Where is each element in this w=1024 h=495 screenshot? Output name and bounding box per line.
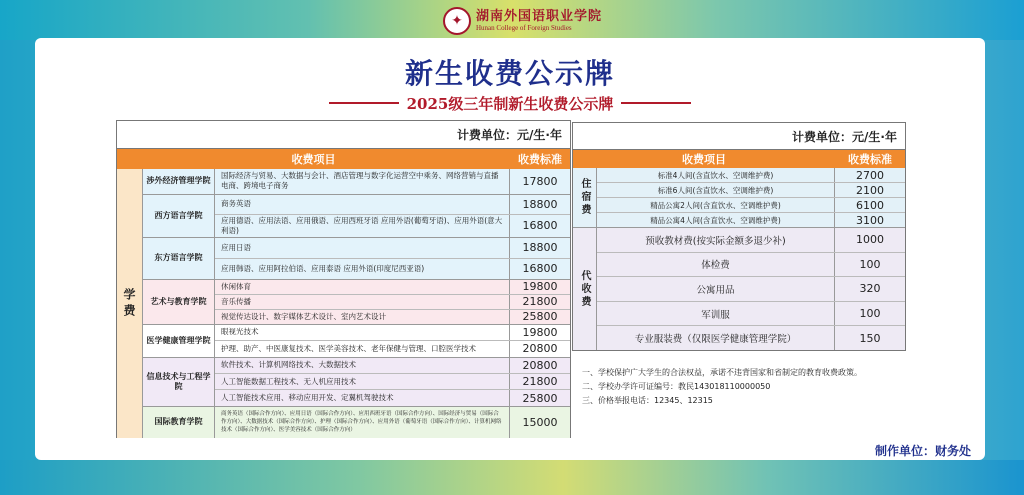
- program-name: 视觉传达设计、数字媒体艺术设计、室内艺术设计: [215, 310, 510, 324]
- table-row: [215, 341, 570, 356]
- other-fees-header: [573, 150, 905, 168]
- header-item: 收费项目: [291, 153, 336, 166]
- fee-value: 16800: [510, 259, 570, 279]
- table-row: [597, 228, 905, 253]
- fee-value: 1000: [856, 233, 884, 247]
- note-3: 三、价格举报电话：12345、12315: [582, 396, 713, 405]
- notice-panel: [35, 38, 985, 460]
- school-logo: [443, 6, 602, 36]
- fee-value: 16800: [510, 215, 570, 237]
- fee-group: [573, 228, 905, 350]
- program-name: 护理、助产、中医康复技术、医学美容技术、老年保健与管理、口腔医学技术: [215, 341, 510, 356]
- program-name: 商务英语: [215, 195, 510, 214]
- table-row: [597, 277, 905, 302]
- fee-item-name: 军训服: [597, 302, 835, 326]
- divider-left: [329, 102, 399, 104]
- program-name: 应用韩语、应用阿拉伯语、应用泰语 应用外语(印度尼西亚语): [215, 259, 510, 279]
- school-emblem-icon: ✦: [443, 7, 471, 35]
- fee-value: 100: [859, 257, 881, 271]
- table-row: [597, 326, 905, 350]
- table-row: [215, 374, 570, 390]
- program-name: 商务英语（国际合作方向）、应用日语（国际合作方向）、应用西班牙语（国际合作方向）、国际经济与贸易（国际合作方向）、大数据技术（国际合作方向）、护理（国际合作方向）、应用外语（葡萄牙语（国际合作方向）、计算机网络技术（国际合作方向）、医学美容技术（国际合作方向）: [215, 407, 510, 438]
- program-name: 软件技术、计算机网络技术、大数据技术: [215, 358, 510, 373]
- table-row: [597, 168, 905, 183]
- other-fees-unit: 计费单位：元/生·年: [573, 123, 905, 150]
- table-row: [597, 302, 905, 327]
- fee-value: 20800: [510, 358, 570, 373]
- fee-value: 20800: [510, 341, 570, 356]
- other-fees-body: [573, 168, 905, 350]
- fee-value: 2100: [856, 183, 884, 197]
- table-row: [215, 390, 570, 405]
- table-row: [597, 198, 905, 213]
- notes: [582, 366, 942, 408]
- header-item: 收费项目: [682, 153, 726, 166]
- table-row: [215, 195, 570, 215]
- tuition-group: [143, 238, 570, 280]
- fee-item-name: 专业服装费（仅限医学健康管理学院）: [597, 326, 835, 350]
- fee-item-name: 标准4人间(含直饮水、空调维护费): [597, 168, 835, 182]
- program-name: 眼视光技术: [215, 325, 510, 340]
- note-2: 二、学校办学许可证编号：教民143018110000050: [582, 382, 771, 391]
- tuition-groups: [143, 169, 570, 438]
- program-name: 应用日语: [215, 238, 510, 258]
- fee-item-name: 精品公寓4人间(含直饮水、空调维护费): [597, 213, 835, 227]
- program-name: 音乐传播: [215, 295, 510, 309]
- subtitle-row: [285, 92, 735, 114]
- table-row: [597, 213, 905, 227]
- table-row: [215, 259, 570, 279]
- table-row: [215, 407, 570, 438]
- tuition-unit: 计费单位：元/生·年: [117, 121, 570, 149]
- note-1: 一、学校保护广大学生的合法权益，承诺不违背国家和省制定的教育收费政策。: [582, 368, 862, 377]
- table-row: [215, 358, 570, 374]
- table-row: [215, 238, 570, 259]
- divider-right: [621, 102, 691, 104]
- fee-value: 25800: [510, 310, 570, 324]
- fee-item-name: 预收教材费(按实际金额多退少补): [597, 228, 835, 252]
- tuition-group: [143, 169, 570, 195]
- tuition-group: [143, 407, 570, 438]
- fee-value: 100: [859, 307, 881, 321]
- table-row: [215, 295, 570, 310]
- page-subtitle: 2025级三年制新生收费公示牌: [406, 94, 614, 113]
- fee-group: [573, 168, 905, 228]
- tuition-body: [117, 169, 570, 438]
- fee-value: 17800: [510, 169, 570, 194]
- fee-group-label: 代收费: [573, 228, 597, 350]
- group-name: 东方语言学院: [143, 238, 215, 279]
- fee-value: 18800: [510, 195, 570, 214]
- fee-value: 21800: [510, 295, 570, 309]
- bottom-banner: [0, 460, 1024, 495]
- program-name: 应用德语、应用法语、应用俄语、应用西班牙语 应用外语(葡萄牙语)、应用外语(意大利语): [215, 215, 510, 237]
- program-name: 国际经济与贸易、大数据与会计、酒店管理与数字化运营空中乘务、网络营销与直播电商、跨境电子商务: [215, 169, 510, 194]
- header-fee: 收费标准: [518, 153, 562, 166]
- fee-group-label: 住宿费: [573, 168, 597, 227]
- tuition-side-label: 学费: [117, 169, 143, 438]
- header-fee: 收费标准: [848, 153, 892, 166]
- fee-value: 19800: [510, 325, 570, 340]
- fee-value: 6100: [856, 198, 884, 212]
- fee-value: 3100: [856, 213, 884, 227]
- table-row: [215, 169, 570, 194]
- table-row: [597, 183, 905, 198]
- fee-item-name: 标准6人间(含直饮水、空调维护费): [597, 183, 835, 197]
- group-name: 国际教育学院: [143, 407, 215, 438]
- group-name: 信息技术与工程学院: [143, 358, 215, 406]
- tuition-group: [143, 195, 570, 238]
- group-name: 西方语言学院: [143, 195, 215, 237]
- program-name: 人工智能技术应用、移动应用开发、定翼机驾驶技术: [215, 390, 510, 405]
- fee-item-name: 精品公寓2人间(含直饮水、空调维护费): [597, 198, 835, 212]
- page-title: 新生收费公示牌: [404, 57, 615, 90]
- fee-value: 320: [859, 282, 881, 296]
- fee-value: 2700: [856, 168, 884, 182]
- fee-value: 15000: [510, 407, 570, 438]
- tuition-group: [143, 280, 570, 325]
- tuition-group: [143, 325, 570, 358]
- program-name: 休闲体育: [215, 280, 510, 294]
- tuition-group: [143, 358, 570, 407]
- table-row: [215, 280, 570, 295]
- fee-value: 25800: [510, 390, 570, 405]
- fee-item-name: 公寓用品: [597, 277, 835, 301]
- tuition-header: [117, 149, 570, 169]
- program-name: 人工智能数据工程技术、无人机应用技术: [215, 374, 510, 389]
- school-name-cn: 湖南外国语职业学院: [476, 9, 603, 24]
- tuition-table: [116, 120, 571, 438]
- other-fees-table: [572, 122, 906, 351]
- table-row: [215, 215, 570, 237]
- group-name: 涉外经济管理学院: [143, 169, 215, 194]
- school-name-en: Hunan College of Foreign Studies: [476, 24, 572, 32]
- maker-label: 制作单位：财务处: [875, 444, 972, 458]
- fee-value: 150: [859, 331, 881, 345]
- table-row: [215, 310, 570, 324]
- fee-value: 21800: [510, 374, 570, 389]
- table-row: [215, 325, 570, 341]
- group-name: 艺术与教育学院: [143, 280, 215, 324]
- group-name: 医学健康管理学院: [143, 325, 215, 357]
- fee-value: 19800: [510, 280, 570, 294]
- fee-value: 18800: [510, 238, 570, 258]
- fee-item-name: 体检费: [597, 253, 835, 277]
- table-row: [597, 253, 905, 278]
